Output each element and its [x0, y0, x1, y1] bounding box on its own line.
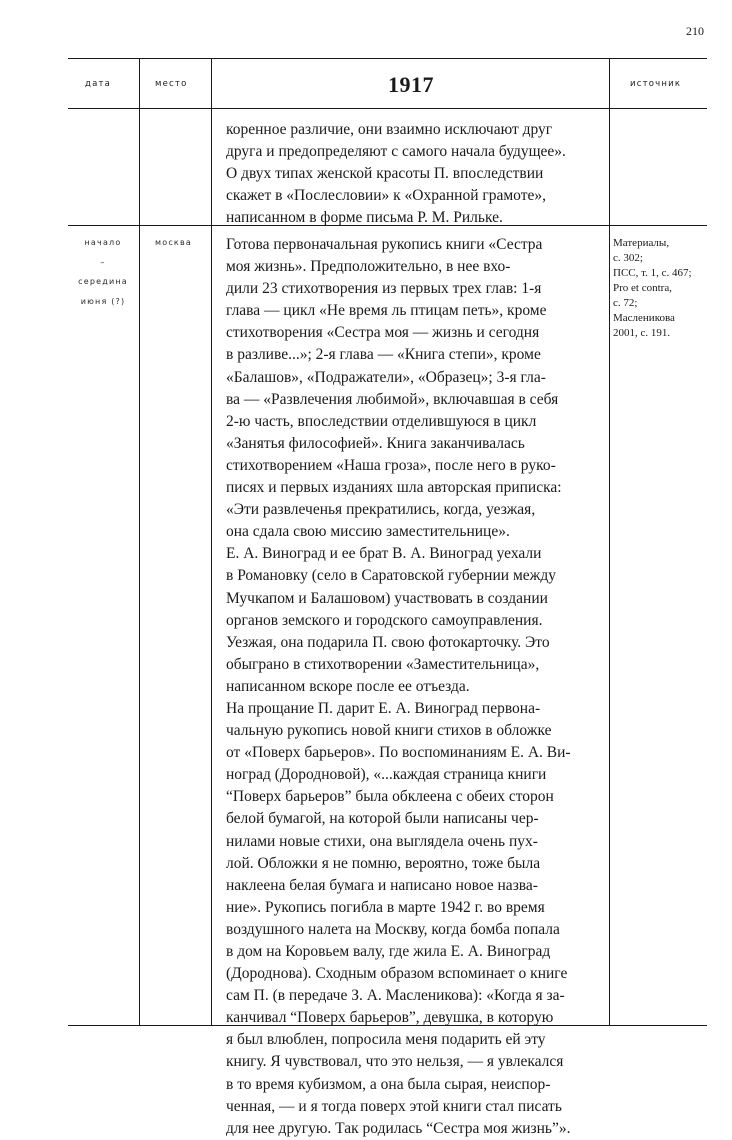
text-line: обыграно в стихотворении «Заместительница», [226, 655, 540, 673]
entry-text [226, 234, 606, 1140]
text-line: лой. Обложки я не помню, вероятно, тоже была [226, 854, 541, 872]
text-line: органов земского и городского самоуправления. [226, 611, 543, 629]
text-line: ченная, — и я тогда поверх этой книги стал писать [226, 1097, 562, 1115]
source-line: ПСС, т. 1, с. 467; [613, 267, 692, 279]
text-line: я был влюблен, попросила меня подарить ей эту [226, 1031, 546, 1049]
text-line: в разливе...»; 2-я глава — «Книга степи», кроме [226, 346, 541, 364]
continuation-text [226, 119, 606, 229]
text-line: стихотворением «Наша гроза», после него в руко- [226, 456, 556, 474]
text-line: нилами новые стихи, она выглядела очень пух- [226, 832, 538, 850]
text-line: Е. А. Виноград и ее брат В. А. Виноград уехали [226, 545, 542, 563]
entry-place: москва [155, 238, 192, 247]
entry-date [68, 233, 138, 311]
header-top-rule [68, 58, 707, 59]
text-line: написанном в форме письма Р. М. Рильке. [226, 209, 503, 227]
header-bottom-rule [68, 108, 707, 109]
text-line: «Занятья философией». Книга заканчивалась [226, 434, 525, 452]
year-heading: 1917 [388, 72, 434, 97]
date-line: – [100, 257, 106, 267]
text-line: ние». Рукопись погибла в марте 1942 г. во время [226, 898, 545, 916]
text-line: белой бумагой, на которой были написаны чер- [226, 810, 539, 828]
text-line: глава — цикл «Не время ль птицам петь», кроме [226, 302, 547, 320]
text-line: воздушного налета на Москву, когда бомба попала [226, 920, 560, 938]
text-line: ва — «Развлечения любимой», включавшая в себя [226, 390, 559, 408]
text-line: коренное различие, они взаимно исключают друг [226, 121, 553, 138]
text-line: сам П. (в передаче З. А. Масленикова): «Когда я за- [226, 987, 565, 1005]
text-line: (Дороднова). Сходным образом вспоминает о книге [226, 965, 568, 983]
source-line: с. 72; [613, 297, 638, 309]
text-line: “Поверх барьеров” была обклеена с обеих сторон [226, 788, 554, 806]
text-line: книгу. Я чувствовал, что это нельзя, — я увлекался [226, 1053, 564, 1071]
page-number: 210 [686, 24, 704, 38]
text-line: стихотворения «Сестра моя — жизнь и сегодня [226, 324, 540, 342]
text-line: На прощание П. дарит Е. А. Виноград первона- [226, 699, 541, 717]
text-line: в дом на Коровьем валу, где жила Е. А. Виноград [226, 943, 551, 960]
date-line: начало [84, 238, 122, 247]
text-line: моя жизнь». Предположительно, в нее вхо- [226, 258, 511, 276]
text-line: Уезжая, она подарила П. свою фотокарточку. Это [226, 633, 550, 651]
source-line: Pro et contra, [613, 282, 672, 294]
column-divider-1 [139, 58, 140, 1025]
text-line: «Эти развлеченья прекратились, когда, уезжая, [226, 501, 536, 519]
text-line: канчивал “Поверх барьеров”, девушка, в которую [226, 1009, 554, 1027]
text-line: ноград (Дородновой), «...каждая страница книги [226, 766, 547, 784]
text-line: О двух типах женской красоты П. впоследствии [226, 165, 544, 183]
date-line: июня (?) [80, 296, 126, 306]
column-divider-3 [609, 58, 610, 1025]
text-line: в то время кубизмом, а она была сырая, неиспор- [226, 1075, 551, 1093]
source-line: 2001, с. 191. [613, 327, 671, 339]
date-line: середина [78, 277, 128, 286]
text-line: написанном вскоре после ее отъезда. [226, 677, 470, 695]
text-line: в Романовку (село в Саратовской губернии между [226, 567, 556, 585]
text-line: она сдала свою миссию заместительнице». [226, 523, 510, 541]
column-divider-2 [211, 58, 212, 1025]
text-line: Мучкапом и Балашовом) участвовать в создании [226, 589, 548, 607]
source-line: Масленикова [613, 312, 675, 324]
text-line: от «Поверх барьеров». По воспоминаниям Е. А. Ви- [226, 744, 571, 762]
source-line: Материалы, [613, 237, 670, 249]
text-line: скажет в «Послесловии» к «Охранной грамоте», [226, 187, 546, 205]
column-header-date: дата [85, 79, 112, 89]
text-line: наклеена белая бумага и написано новое назва- [226, 876, 538, 894]
entry-sources [613, 236, 723, 341]
column-header-place: место [155, 79, 188, 89]
text-line: для нее другую. Так родилась “Сестра моя жизнь”». [226, 1119, 571, 1137]
text-line: чальную рукопись новой книги стихов в обложке [226, 722, 552, 740]
text-line: «Балашов», «Подражатели», «Образец»; 3-я гла- [226, 368, 546, 386]
source-line: с. 302; [613, 252, 643, 264]
text-line: писях и первых изданиях шла авторская приписка: [226, 479, 562, 497]
text-line: дили 23 стихотворения из первых трех глав: 1-я [226, 280, 542, 298]
text-line: 2-ю часть, впоследствии отделившуюся в цикл [226, 412, 537, 430]
column-header-source: источник [630, 79, 682, 89]
text-line: Готова первоначальная рукопись книги «Сестра [226, 236, 543, 253]
text-line: друга и предопределяют с самого начала будущее». [226, 143, 566, 161]
